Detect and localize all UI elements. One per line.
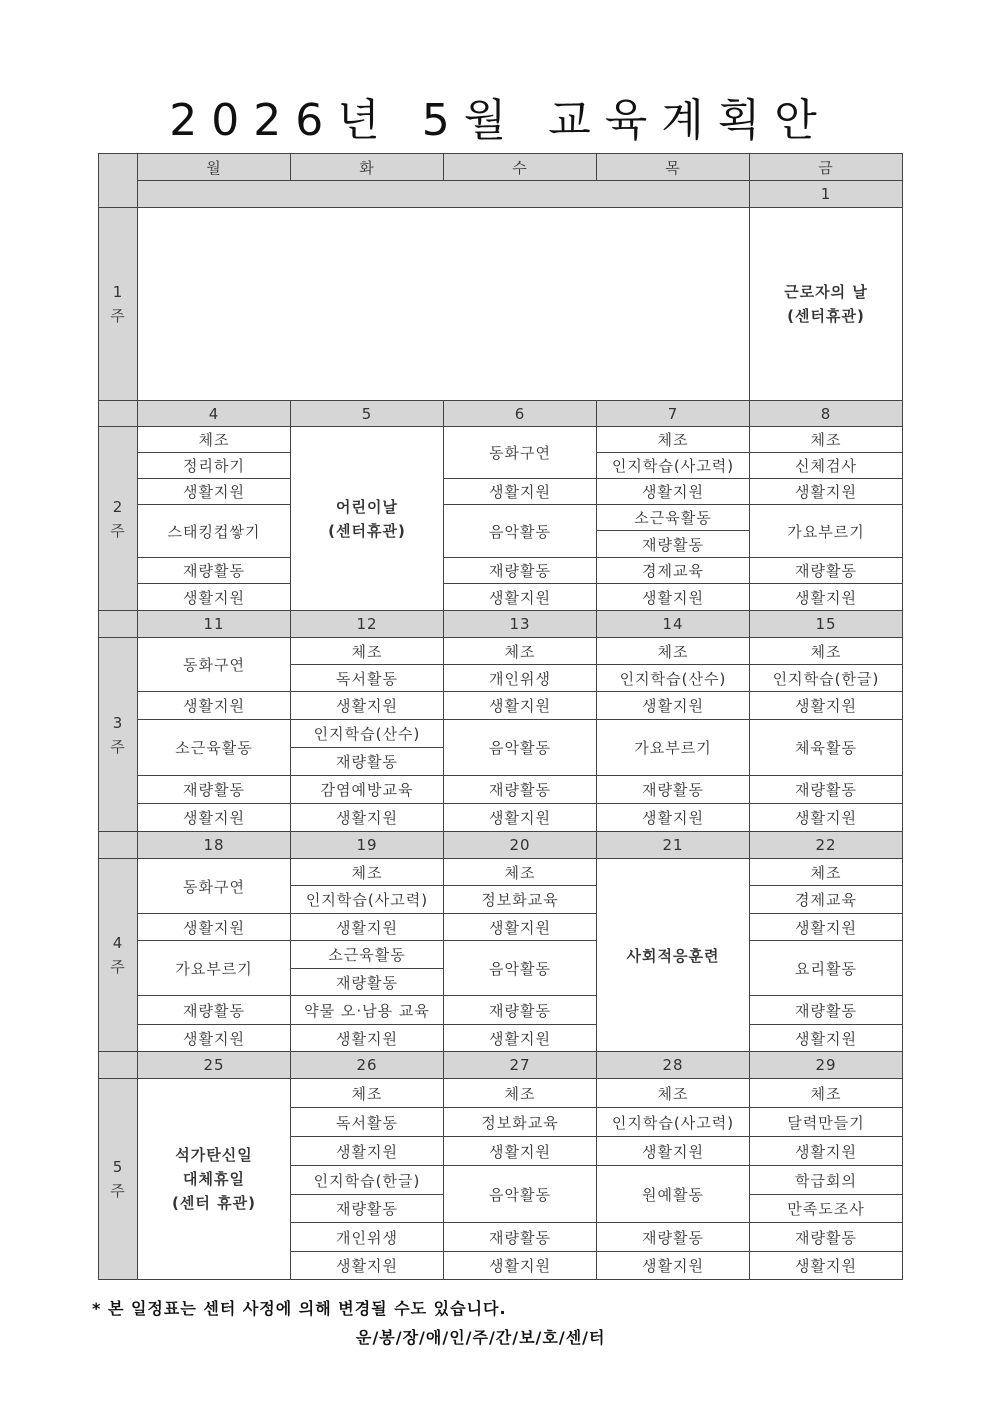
activity-cell: 생활지원 [597, 1252, 750, 1280]
holiday-cell: 어린이날 (센터휴관) [291, 427, 444, 611]
date-cell: 21 [597, 832, 750, 859]
activity-cell: 재량활동 [291, 1195, 444, 1223]
weekday-tue: 화 [291, 154, 444, 181]
date-cell: 12 [291, 611, 444, 638]
activity-cell: 정리하기 [138, 453, 291, 479]
date-cell: 15 [750, 611, 903, 638]
activity-cell: 인지학습(산수) [597, 665, 750, 692]
activity-cell: 생활지원 [750, 1252, 903, 1280]
activity-cell: 소근육활동 [597, 505, 750, 531]
activity-cell: 가요부르기 [138, 941, 291, 996]
activity-cell: 생활지원 [138, 584, 291, 611]
date-cell: 19 [291, 832, 444, 859]
activity-cell: 생활지원 [291, 804, 444, 832]
date-cell: 11 [138, 611, 291, 638]
activity-cell: 개인위생 [291, 1223, 444, 1252]
activity-cell: 생활지원 [444, 804, 597, 832]
week-label: 4 주 [99, 859, 138, 1052]
date-cell: 25 [138, 1052, 291, 1079]
activity-cell: 체육활동 [750, 720, 903, 776]
activity-cell: 생활지원 [291, 914, 444, 941]
activity-cell: 체조 [444, 638, 597, 665]
activity-cell: 체조 [597, 638, 750, 665]
activity-cell: 약물 오·남용 교육 [291, 996, 444, 1025]
activity-cell: 원예활동 [597, 1166, 750, 1223]
week-label: 1 주 [99, 208, 138, 401]
activity-cell: 생활지원 [291, 1252, 444, 1280]
weekday-wed: 수 [444, 154, 597, 181]
activity-cell: 인지학습(한글) [750, 665, 903, 692]
weekday-thu: 목 [597, 154, 750, 181]
activity-cell: 생활지원 [138, 914, 291, 941]
activity-cell: 체조 [597, 1079, 750, 1108]
weekday-mon: 월 [138, 154, 291, 181]
activity-cell: 체조 [291, 859, 444, 886]
date-row-week5 [99, 1052, 903, 1079]
date-cell: 27 [444, 1052, 597, 1079]
date-cell: 5 [291, 401, 444, 427]
activity-cell: 재량활동 [750, 776, 903, 804]
activity-cell: 인지학습(사고력) [597, 1108, 750, 1137]
activity-cell: 체조 [750, 1079, 903, 1108]
activity-cell: 음악활동 [444, 720, 597, 776]
activity-cell: 정보화교육 [444, 886, 597, 914]
special-event-cell: 사회적응훈련 [597, 859, 750, 1052]
date-row-week1 [99, 181, 903, 208]
date-cell: 1 [750, 181, 903, 208]
activity-cell: 생활지원 [750, 692, 903, 720]
date-cell: 18 [138, 832, 291, 859]
activity-cell: 소근육활동 [138, 720, 291, 776]
activity-cell: 생활지원 [444, 1252, 597, 1280]
date-cell: 29 [750, 1052, 903, 1079]
activity-cell: 음악활동 [444, 505, 597, 558]
activity-cell: 감염예방교육 [291, 776, 444, 804]
activity-cell: 재량활동 [597, 776, 750, 804]
date-row-week2 [99, 401, 903, 427]
activity-cell: 생활지원 [291, 692, 444, 720]
activity-cell: 재량활동 [291, 748, 444, 776]
activity-cell: 체조 [750, 859, 903, 886]
activity-cell: 스태킹컵쌓기 [138, 505, 291, 558]
activity-cell: 생활지원 [138, 1025, 291, 1052]
date-row-week3 [99, 611, 903, 638]
activity-cell: 독서활동 [291, 1108, 444, 1137]
date-cell-empty [138, 181, 750, 208]
calendar-table [98, 153, 903, 1280]
activity-cell: 체조 [750, 427, 903, 453]
activity-cell: 요리활동 [750, 941, 903, 996]
activity-cell: 인지학습(사고력) [291, 886, 444, 914]
date-row-week4 [99, 832, 903, 859]
activity-cell: 학급회의 [750, 1166, 903, 1195]
week1-body [99, 208, 903, 401]
activity-cell: 재량활동 [444, 1223, 597, 1252]
activity-cell: 동화구연 [138, 859, 291, 914]
activity-cell: 독서활동 [291, 665, 444, 692]
activity-cell: 재량활동 [138, 776, 291, 804]
date-cell: 6 [444, 401, 597, 427]
date-cell: 14 [597, 611, 750, 638]
activity-cell: 생활지원 [597, 804, 750, 832]
weekday-fri: 금 [750, 154, 903, 181]
week-spacer [99, 401, 138, 427]
activity-cell: 재량활동 [597, 531, 750, 558]
activity-cell: 달력만들기 [750, 1108, 903, 1137]
activity-cell: 생활지원 [597, 584, 750, 611]
activity-cell: 재량활동 [750, 558, 903, 584]
activity-cell: 신체검사 [750, 453, 903, 479]
activity-cell: 체조 [444, 859, 597, 886]
activity-cell: 인지학습(산수) [291, 720, 444, 748]
activity-cell: 만족도조사 [750, 1195, 903, 1223]
activity-cell: 생활지원 [444, 692, 597, 720]
weekday-header-row [99, 154, 903, 181]
date-cell: 4 [138, 401, 291, 427]
holiday-cell: 석가탄신일 대체휴일 (센터 휴관) [138, 1079, 291, 1280]
activity-cell: 생활지원 [750, 914, 903, 941]
activity-cell: 체조 [291, 1079, 444, 1108]
empty-days-cell [138, 208, 750, 401]
date-cell: 26 [291, 1052, 444, 1079]
week-label: 2 주 [99, 427, 138, 611]
activity-cell: 생활지원 [444, 584, 597, 611]
activity-cell: 생활지원 [750, 804, 903, 832]
activity-cell: 동화구연 [444, 427, 597, 479]
activity-cell: 가요부르기 [750, 505, 903, 558]
activity-cell: 음악활동 [444, 1166, 597, 1223]
activity-cell: 생활지원 [291, 1025, 444, 1052]
activity-cell: 재량활동 [750, 1223, 903, 1252]
week-label: 3 주 [99, 638, 138, 832]
activity-cell: 생활지원 [597, 479, 750, 505]
week-spacer [99, 1052, 138, 1079]
activity-cell: 생활지원 [750, 1137, 903, 1166]
activity-cell: 재량활동 [597, 1223, 750, 1252]
activity-cell: 생활지원 [597, 1137, 750, 1166]
activity-cell: 생활지원 [291, 1137, 444, 1166]
activity-cell: 체조 [597, 427, 750, 453]
activity-cell: 재량활동 [291, 969, 444, 996]
date-cell: 13 [444, 611, 597, 638]
footer-note: * 본 일정표는 센터 사정에 의해 변경될 수도 있습니다. [92, 1299, 507, 1318]
activity-cell: 인지학습(한글) [291, 1166, 444, 1195]
page-title: 2026년 5월 교육계획안 [169, 95, 831, 146]
corner-cell [99, 154, 138, 208]
activity-cell: 재량활동 [444, 776, 597, 804]
activity-cell: 재량활동 [444, 996, 597, 1025]
holiday-cell: 근로자의 날 (센터휴관) [750, 208, 903, 401]
activity-cell: 생활지원 [597, 692, 750, 720]
week-label: 5 주 [99, 1079, 138, 1280]
organization-name: 운/봉/장/애/인/주/간/보/호/센/터 [356, 1328, 606, 1347]
activity-cell: 인지학습(사고력) [597, 453, 750, 479]
week-spacer [99, 832, 138, 859]
activity-cell: 생활지원 [444, 479, 597, 505]
activity-cell: 체조 [138, 427, 291, 453]
date-cell: 22 [750, 832, 903, 859]
date-cell: 28 [597, 1052, 750, 1079]
activity-cell: 생활지원 [138, 479, 291, 505]
activity-cell: 음악활동 [444, 941, 597, 996]
activity-cell: 재량활동 [138, 558, 291, 584]
date-cell: 7 [597, 401, 750, 427]
activity-cell: 동화구연 [138, 638, 291, 692]
activity-cell: 체조 [750, 638, 903, 665]
activity-cell: 생활지원 [750, 479, 903, 505]
activity-cell: 가요부르기 [597, 720, 750, 776]
activity-cell: 재량활동 [138, 996, 291, 1025]
week-spacer [99, 611, 138, 638]
activity-cell: 생활지원 [444, 1137, 597, 1166]
activity-cell: 정보화교육 [444, 1108, 597, 1137]
activity-cell: 생활지원 [750, 584, 903, 611]
activity-cell: 생활지원 [444, 914, 597, 941]
activity-cell: 소근육활동 [291, 941, 444, 969]
date-cell: 8 [750, 401, 903, 427]
activity-cell: 체조 [444, 1079, 597, 1108]
activity-cell: 경제교육 [750, 886, 903, 914]
activity-cell: 재량활동 [444, 558, 597, 584]
activity-cell: 생활지원 [138, 692, 291, 720]
date-cell: 20 [444, 832, 597, 859]
activity-cell: 개인위생 [444, 665, 597, 692]
activity-cell: 경제교육 [597, 558, 750, 584]
activity-cell: 재량활동 [750, 996, 903, 1025]
activity-cell: 체조 [291, 638, 444, 665]
activity-cell: 생활지원 [750, 1025, 903, 1052]
activity-cell: 생활지원 [138, 804, 291, 832]
activity-cell: 생활지원 [444, 1025, 597, 1052]
